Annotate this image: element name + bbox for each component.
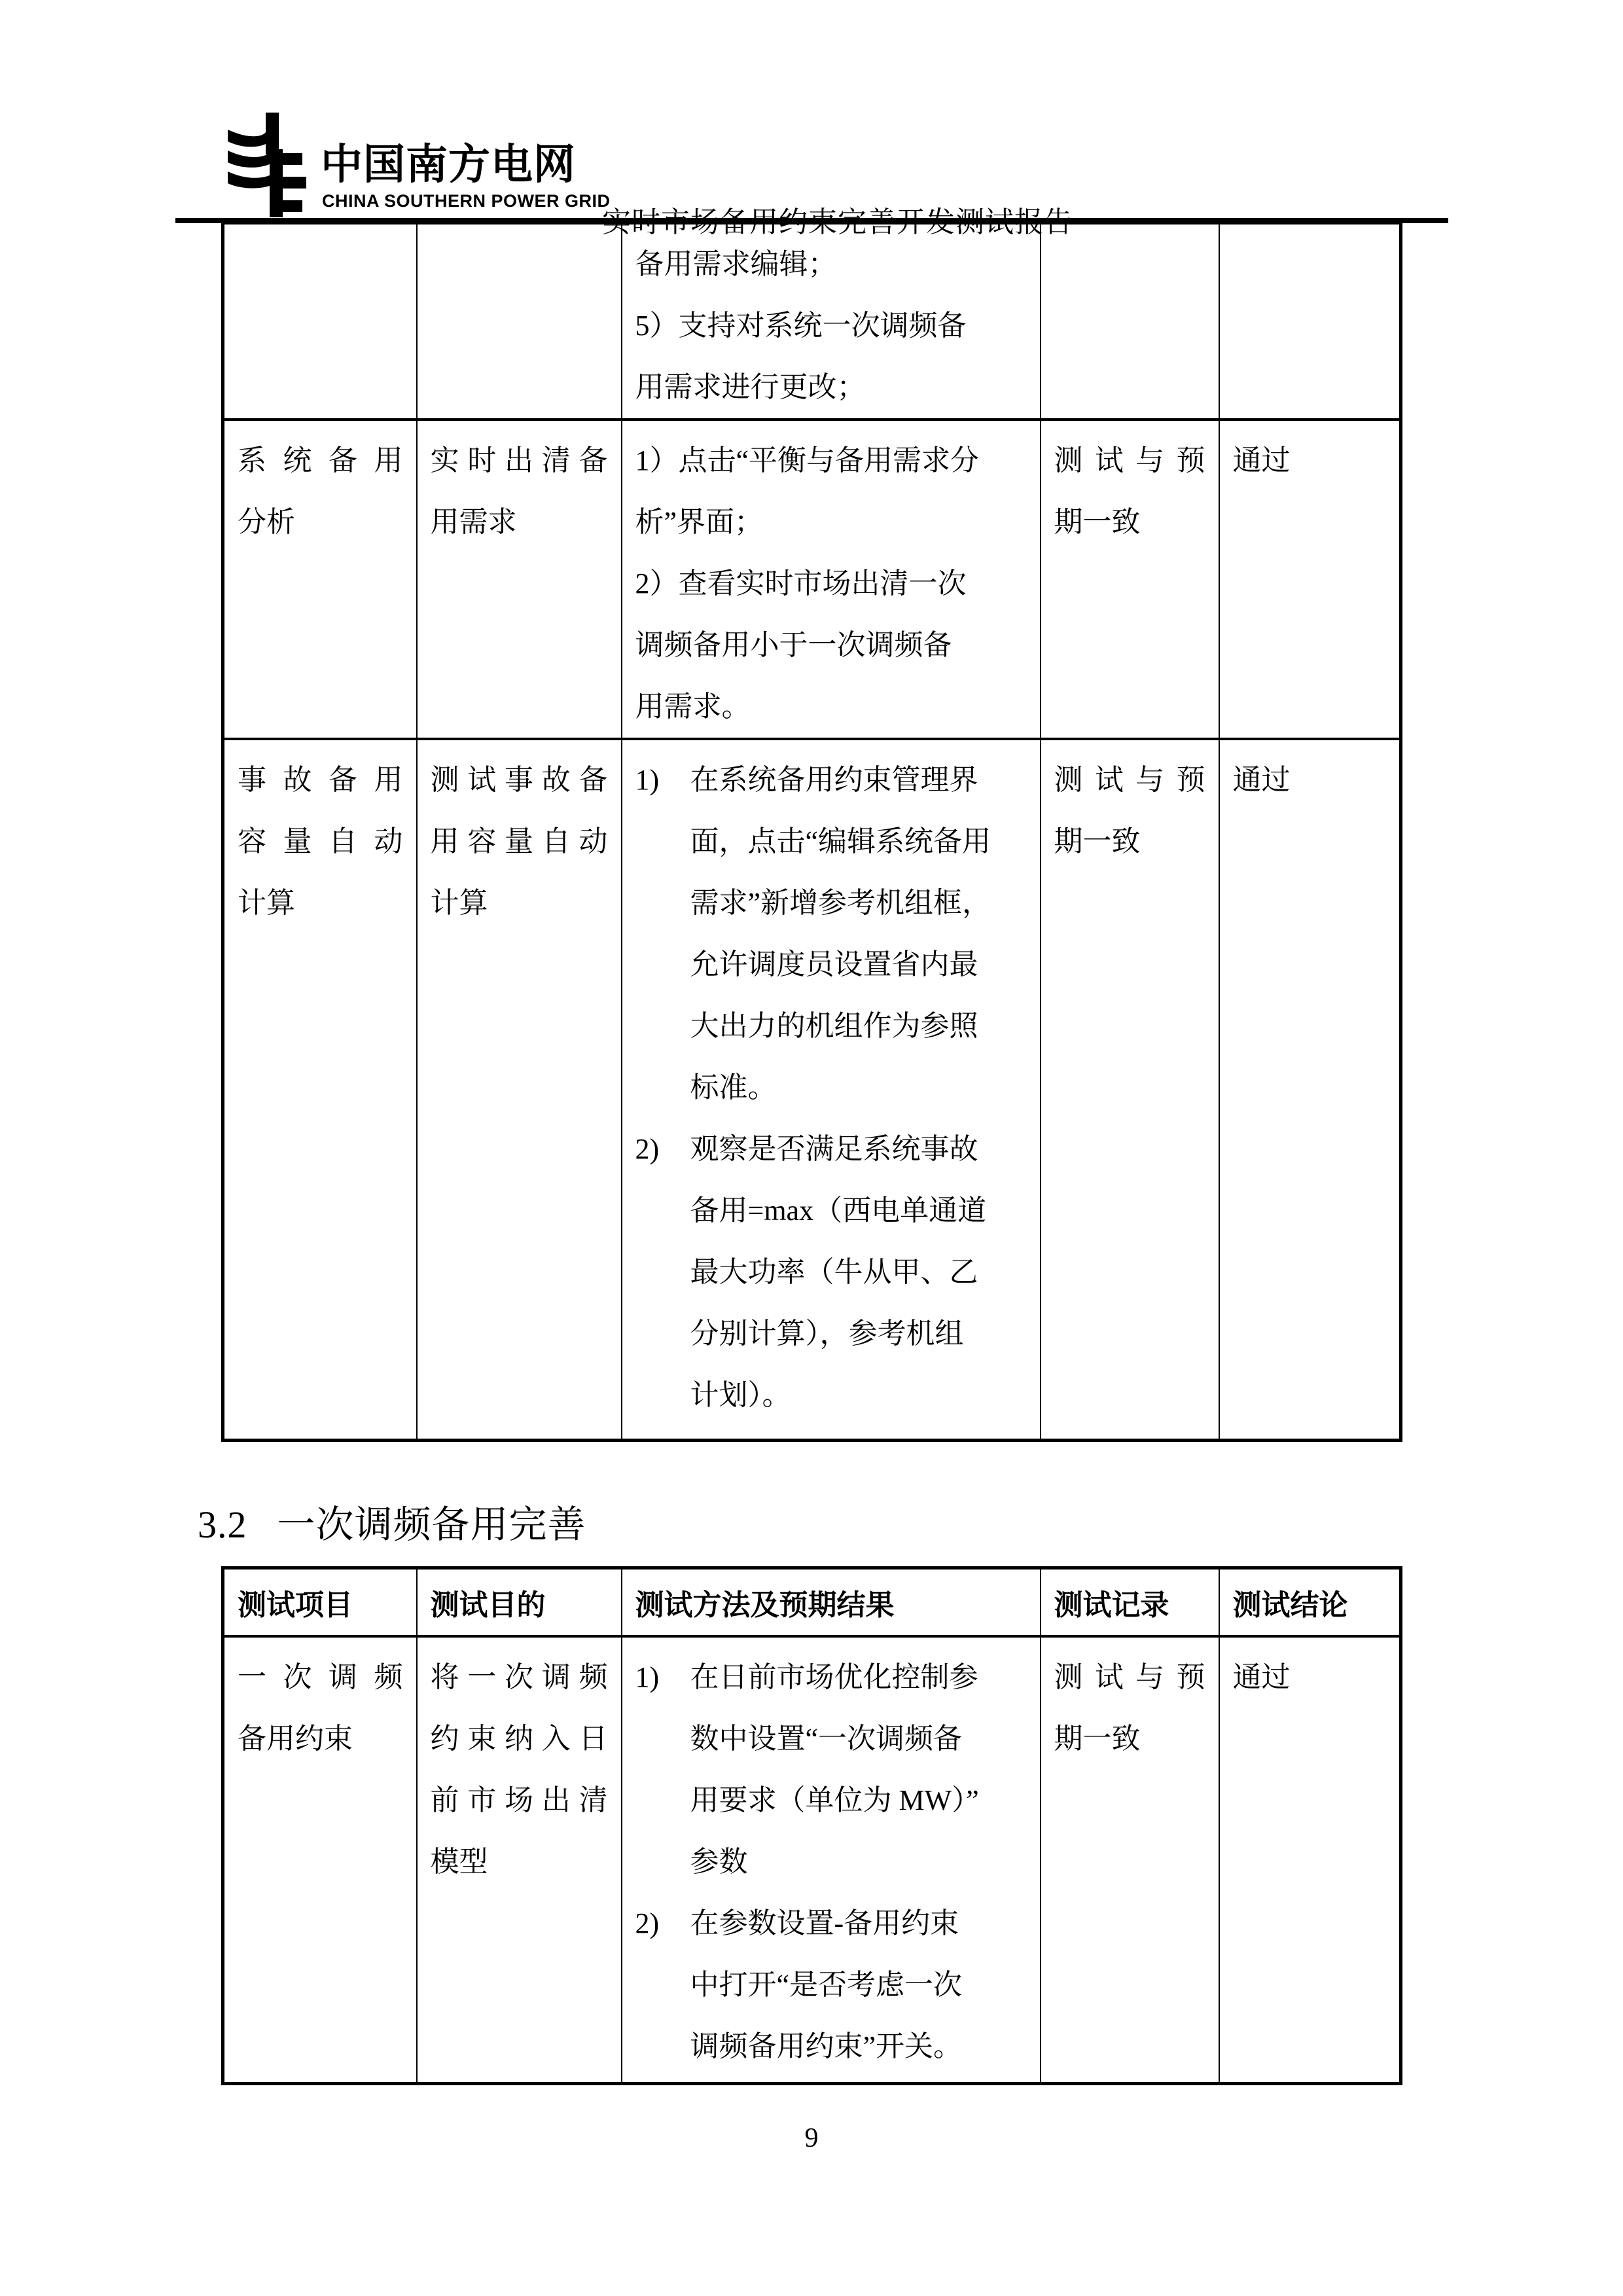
cell-test-record xyxy=(1041,739,1219,1440)
cell-test-record xyxy=(1041,224,1219,420)
section-number: 3.2 xyxy=(198,1503,247,1546)
text-line: 模型 xyxy=(430,1846,488,1878)
table-row xyxy=(223,224,1401,420)
cell-test-method xyxy=(622,224,1041,420)
text-line: 在系统备用约束管理界 xyxy=(690,764,978,796)
text-line: 计算 xyxy=(430,887,488,919)
text-line: 分别计算），参考机组 xyxy=(690,1318,964,1350)
text-line: 在参数设置-备用约束 xyxy=(690,1907,959,1939)
cell-test-purpose xyxy=(417,224,622,420)
test-results-table-continued xyxy=(221,223,1402,1442)
cell-test-purpose xyxy=(417,739,622,1440)
text-line: 测 试 事 故 备 xyxy=(430,764,608,796)
list-number: 2) xyxy=(635,1907,660,1939)
header-divider xyxy=(175,218,1448,223)
cell-test-purpose xyxy=(417,1636,622,2083)
method-paragraph xyxy=(635,1647,1027,1893)
text-line: 用需求。 xyxy=(635,691,751,723)
method-paragraph xyxy=(635,749,1027,1119)
table2-body xyxy=(223,1636,1401,2083)
page-number: 9 xyxy=(804,2123,819,2153)
column-header: 测试结论 xyxy=(1219,1568,1401,1637)
text-line: 1）点击“平衡与备用需求分 xyxy=(635,444,980,476)
list-number: 1) xyxy=(635,764,660,796)
method-paragraph xyxy=(635,553,1027,738)
text-line: 观察是否满足系统事故 xyxy=(690,1133,978,1165)
text-line: 分析 xyxy=(238,506,295,538)
text-line: 析”界面； xyxy=(635,506,764,538)
cell-test-item xyxy=(223,420,417,739)
text-line: 测 试 与 预 xyxy=(1054,444,1205,476)
text-line: 一 次 调 频 xyxy=(238,1661,403,1693)
text-line: 最大功率（牛从甲、乙 xyxy=(690,1256,978,1288)
text-line: 调频备用小于一次调频备 xyxy=(635,629,952,661)
text-line: 通过 xyxy=(1232,764,1291,796)
text-line: 实 时 出 清 备 xyxy=(430,444,608,476)
column-header: 测试方法及预期结果 xyxy=(622,1568,1041,1637)
cell-test-item xyxy=(223,739,417,1440)
text-line: 参数 xyxy=(690,1846,748,1878)
text-line: 系 统 备 用 xyxy=(238,444,403,476)
table-header-row xyxy=(223,1568,1401,1637)
text-line: 将 一 次 调 频 xyxy=(430,1661,608,1693)
text-line: 约 束 纳 入 日 xyxy=(430,1723,608,1755)
text-line: 允许调度员设置省内最 xyxy=(690,948,978,980)
text-line: 测 试 与 预 xyxy=(1054,764,1205,796)
cell-test-result xyxy=(1219,1636,1401,2083)
cell-test-result xyxy=(1219,224,1401,420)
method-paragraph xyxy=(635,295,1027,418)
text-line: 5）支持对系统一次调频备 xyxy=(635,310,967,342)
text-line: 面，点击“编辑系统备用 xyxy=(690,825,991,857)
test-results-table xyxy=(221,1566,1402,2085)
list-number: 2) xyxy=(635,1133,660,1165)
method-paragraph xyxy=(635,430,1027,553)
column-header: 测试目的 xyxy=(417,1568,622,1637)
cell-test-record xyxy=(1041,1636,1219,2083)
text-line: 期一致 xyxy=(1054,825,1141,857)
text-line: 前 市 场 出 清 xyxy=(430,1784,608,1816)
text-line: 中打开“是否考虑一次 xyxy=(690,1969,963,2001)
list-number: 1) xyxy=(635,1661,660,1693)
cell-test-method xyxy=(622,420,1041,739)
table-row xyxy=(223,1636,1401,2083)
text-line: 调频备用约束”开关。 xyxy=(690,2030,963,2062)
text-line: 期一致 xyxy=(1054,506,1141,538)
text-line: 容 量 自 动 xyxy=(238,825,403,857)
cell-test-method xyxy=(622,1636,1041,2083)
text-line: 通过 xyxy=(1232,1661,1291,1693)
text-line: 2）查看实时市场出清一次 xyxy=(635,567,967,600)
text-line: 备用需求编辑； xyxy=(635,248,837,280)
logo-text-en: CHINA SOUTHERN POWER GRID xyxy=(322,191,611,211)
method-paragraph xyxy=(635,1893,1027,2077)
column-header: 测试记录 xyxy=(1041,1568,1219,1637)
section-heading xyxy=(198,1494,586,1549)
text-line: 数中设置“一次调频备 xyxy=(690,1723,963,1755)
cell-test-method xyxy=(622,739,1041,1440)
logo-text-cn: 中国南方电网 xyxy=(321,141,576,188)
text-line: 用 容 量 自 动 xyxy=(430,825,608,857)
text-line: 计算 xyxy=(238,887,295,919)
text-line: 备用=max（西电单通道 xyxy=(690,1194,987,1227)
text-line: 用需求 xyxy=(430,506,517,538)
text-line: 通过 xyxy=(1232,444,1291,476)
method-paragraph xyxy=(635,234,1027,295)
text-line: 测 试 与 预 xyxy=(1054,1661,1205,1693)
text-line: 备用约束 xyxy=(238,1723,353,1755)
cell-test-result xyxy=(1219,420,1401,739)
text-line: 事 故 备 用 xyxy=(238,764,403,796)
cell-test-purpose xyxy=(417,420,622,739)
method-paragraph xyxy=(635,1119,1027,1426)
cell-test-item xyxy=(223,224,417,420)
text-line: 期一致 xyxy=(1054,1723,1141,1755)
table-row xyxy=(223,739,1401,1440)
text-line: 计划）。 xyxy=(690,1379,791,1411)
csg-logo-icon xyxy=(228,113,312,217)
cell-test-item xyxy=(223,1636,417,2083)
text-line: 大出力的机组作为参照 xyxy=(690,1010,978,1042)
text-line: 在日前市场优化控制参 xyxy=(690,1661,978,1693)
text-line: 标准。 xyxy=(690,1071,777,1103)
text-line: 用要求（单位为 MW）” xyxy=(690,1784,979,1816)
table-row xyxy=(223,420,1401,739)
cell-test-result xyxy=(1219,739,1401,1440)
column-header: 测试项目 xyxy=(223,1568,417,1637)
table1-body xyxy=(223,224,1401,1440)
text-line: 用需求进行更改； xyxy=(635,371,866,403)
text-line: 需求”新增参考机组框， xyxy=(690,887,991,919)
section-title: 一次调频备用完善 xyxy=(277,1503,586,1546)
cell-test-record xyxy=(1041,420,1219,739)
